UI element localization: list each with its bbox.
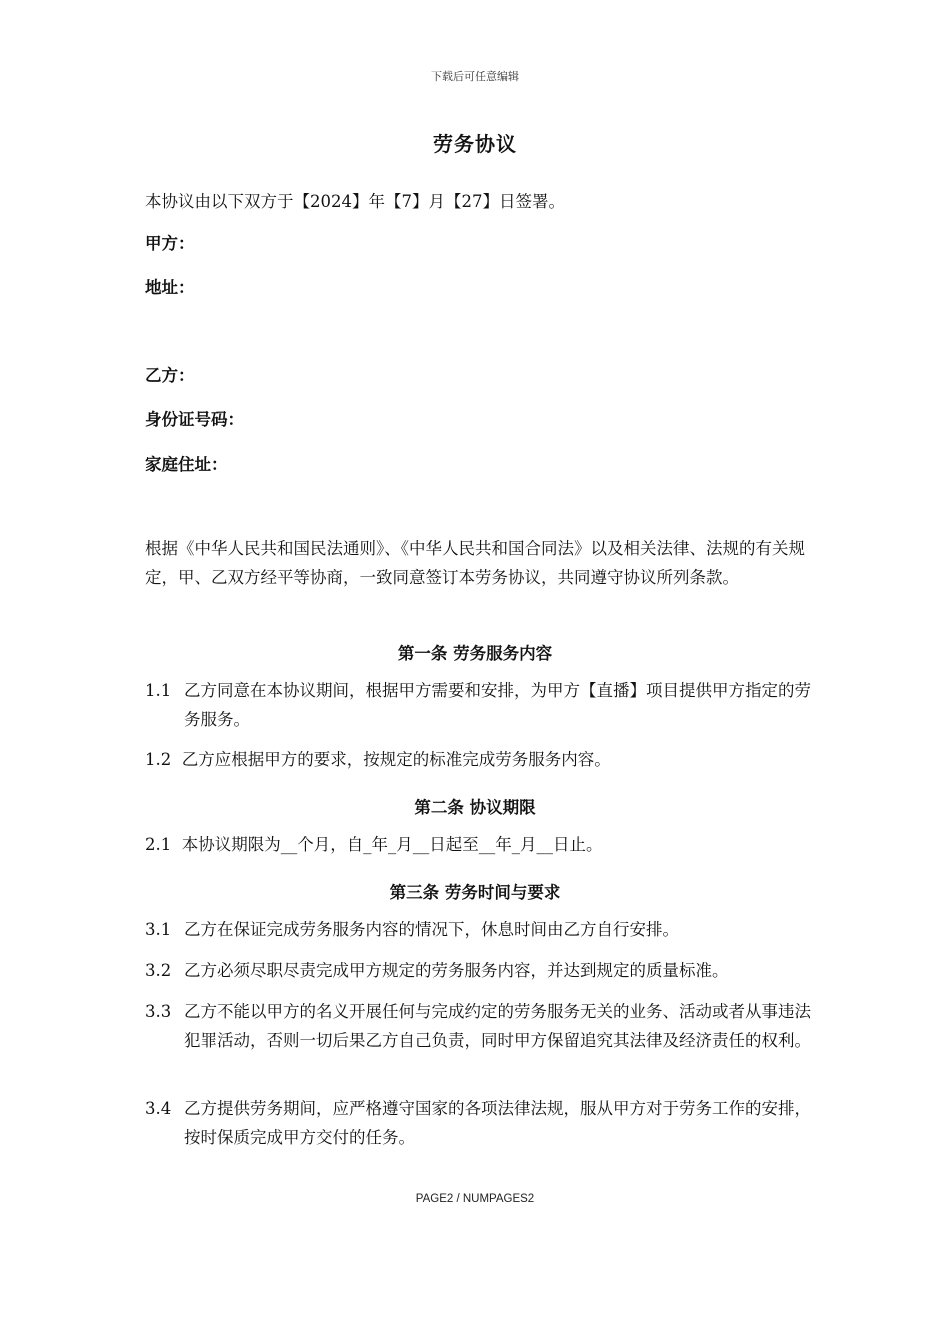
header-note: 下载后可任意编辑: [431, 70, 519, 83]
preamble-paragraph: 根据《中华人民共和国民法通则》、《中华人民共和国合同法》以及相关法律、法规的有关规定，甲、乙双方经平等协商，一致同意签订本劳务协议，共同遵守协议所列条款。: [145, 539, 805, 587]
section-heading-2: 第二条 协议期限: [414, 798, 536, 817]
clause-2-1: [145, 830, 825, 859]
clause-number: 2.1: [145, 835, 172, 854]
clause-text: 本协议期限为__个月，自_年_月__日起至__年_月__日止。: [181, 835, 603, 854]
party-b-label: 乙方：: [145, 366, 195, 385]
clause-number: 3.3: [145, 1002, 172, 1021]
clause-text: 乙方不能以甲方的名义开展任何与完成约定的劳务服务无关的业务、活动或者从事违法犯罪活动，否则一切后果乙方自己负责，同时甲方保留追究其法律及经济责任的权利。: [184, 1002, 811, 1050]
clause-text: 乙方同意在本协议期间，根据甲方需要和安排，为甲方【直播】项目提供甲方指定的劳务服务。: [184, 681, 811, 729]
clause-number: 3.4: [145, 1099, 172, 1118]
intro-line: 本协议由以下双方于【2024】年【7】月【27】日签署。: [145, 192, 565, 211]
clause-number: 1.2: [145, 750, 172, 769]
clause-1-2: [145, 745, 825, 774]
section-heading-1: 第一条 劳务服务内容: [397, 644, 553, 663]
clause-number: 3.1: [145, 920, 172, 939]
document-title: 劳务协议: [433, 132, 517, 156]
party-a-label: 甲方：: [145, 234, 195, 253]
party-b-id-label: 身份证号码：: [145, 410, 244, 429]
section-heading-3: 第三条 劳务时间与要求: [389, 883, 561, 902]
clause-3-3: [145, 997, 825, 1055]
clause-text: 乙方在保证完成劳务服务内容的情况下，休息时间由乙方自行安排。: [184, 920, 679, 939]
party-a-address-label: 地址：: [145, 278, 195, 297]
clause-1-1: [145, 676, 825, 734]
clause-3-2: [145, 956, 825, 985]
clause-text: 乙方提供劳务期间，应严格遵守国家的各项法律法规，服从甲方对于劳务工作的安排，按时保质完成甲方交付的任务。: [184, 1099, 811, 1147]
clause-3-1: [145, 915, 825, 944]
party-b-home-label: 家庭住址：: [145, 455, 228, 474]
page-footer: PAGE2 / NUMPAGES2: [415, 1193, 535, 1205]
clause-text: 乙方应根据甲方的要求，按规定的标准完成劳务服务内容。: [181, 750, 611, 769]
clause-number: 1.1: [145, 681, 172, 700]
clause-text: 乙方必须尽职尽责完成甲方规定的劳务服务内容，并达到规定的质量标准。: [184, 961, 729, 980]
clause-number: 3.2: [145, 961, 172, 980]
clause-3-4: [145, 1094, 825, 1152]
